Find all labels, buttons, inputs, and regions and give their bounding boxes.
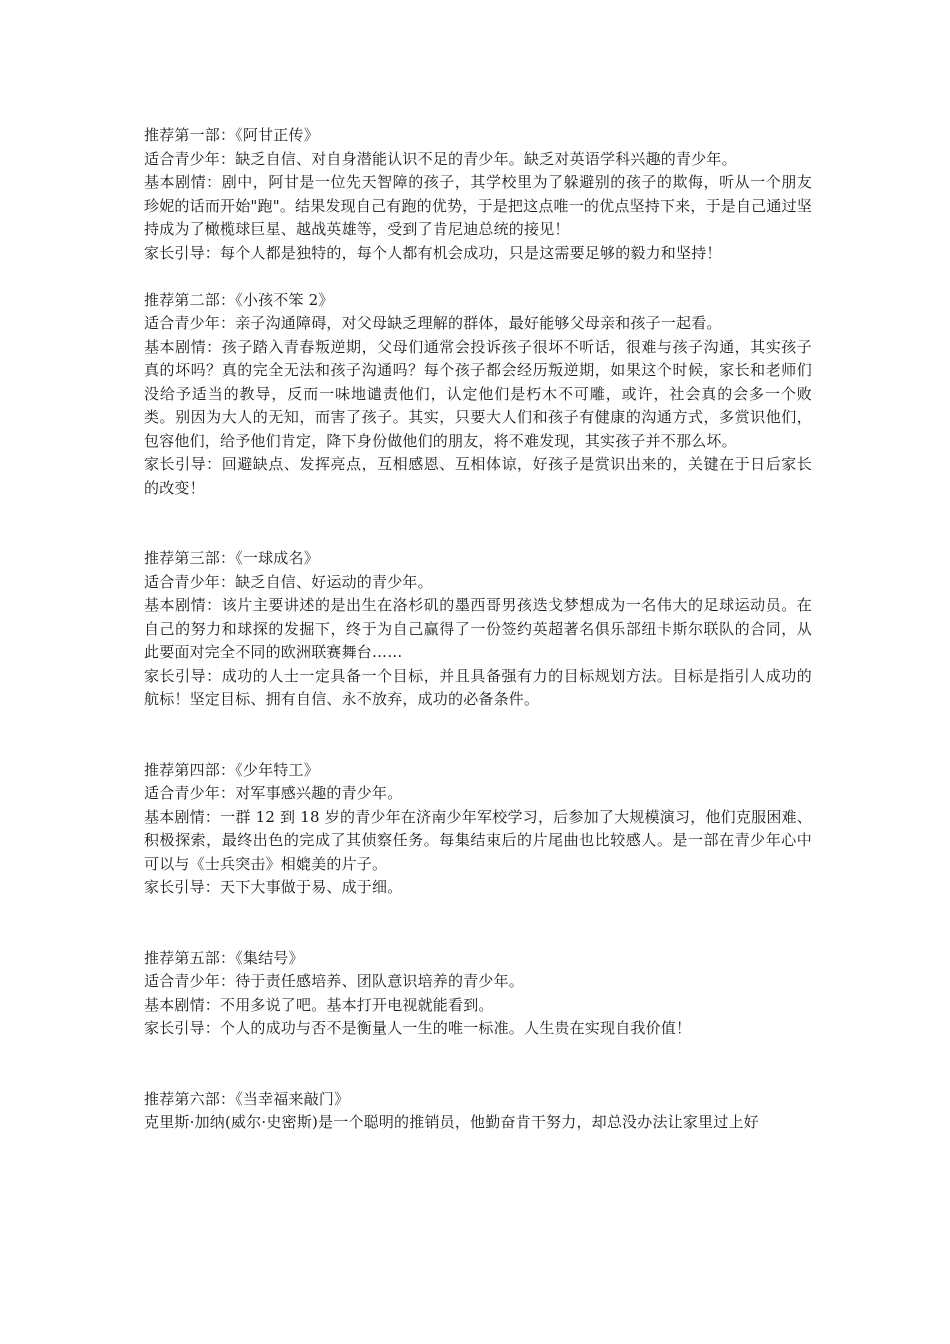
section-2-audience: 适合青少年：亲子沟通障碍，对父母缺乏理解的群体，最好能够父母亲和孩子一起看。 [144,314,722,332]
section-5-guide: 家长引导：个人的成功与否不是衡量人一生的唯一标准。人生贵在实现自我价值！ [144,1019,692,1037]
section-6-intro: 克里斯·加纳(威尔·史密斯)是一个聪明的推销员，他勤奋肯干努力，却总没办法让家里过上好 [144,1113,759,1131]
spacer [144,712,812,759]
section-4-title: 推荐第四部：《少年特工》 [144,760,319,779]
section-1-guide: 家长引导：每个人都是独特的，每个人都有机会成功，只是这需要足够的毅力和坚持！ [144,243,722,262]
section-2-guide: 家长引导：回避缺点、发挥亮点，互相感恩、互相体谅，好孩子是赏识出来的，关键在于日后家长的改变！ [144,455,812,497]
section-1-audience: 适合青少年：缺乏自信、对自身潜能认识不足的青少年。缺乏对英语学科兴趣的青少年。 [144,149,737,168]
section-4-audience: 适合青少年：对军事感兴趣的青少年。 [144,784,403,802]
section-2-plot: 基本剧情：孩子踏入青春叛逆期，父母们通常会投诉孩子很坏不听话，很难与孩子沟通，其实孩子真的坏吗？真的完全无法和孩子沟通吗？每个孩子都会经历叛逆期，如果这个时候，家长和老师们没给予适当的教导，反而一味地谴责他们，认定他们是朽木不可雕，或许，社会真的会多一个败类。别因为大人的无知，而害了孩子。其实，只要大人们和孩子有健康的沟通方式，多赏识他们，包容他们，给予他们肯定，降下身份做他们的朋友，将不难发现，其实孩子并不那么坏。 [144,337,812,450]
spacer [144,1041,812,1088]
section-5-plot: 基本剧情：不用多说了吧。基本打开电视就能看到。 [144,995,494,1014]
section-3-guide: 家长引导：成功的人士一定具备一个目标，并且具备强有力的目标规划方法。目标是指引人成功的航标！坚定目标、拥有自信、永不放弃，成功的必备条件。 [144,666,812,708]
section-1-plot: 基本剧情：剧中，阿甘是一位先天智障的孩子，其学校里为了躲避别的孩子的欺侮，听从一个朋友珍妮的话而开始"跑"。结果发现自己有跑的优势，于是把这点唯一的优点坚持下来，于是自己通过坚持成为了橄榄球巨星、越战英雄等，受到了肯尼迪总统的接见！ [144,173,812,238]
spacer [144,265,812,289]
section-6-title: 推荐第六部：《当幸福来敲门》 [144,1089,350,1108]
section-3-plot: 基本剧情：该片主要讲述的是出生在洛杉矶的墨西哥男孩迭戈梦想成为一名伟大的足球运动员。在自己的努力和球探的发掘下，终于为自己赢得了一份签约英超著名俱乐部纽卡斯尔联队的合同，从此要面对完全不同的欧洲联赛舞台…… [144,596,812,661]
section-3-title: 推荐第三部：《一球成名》 [144,549,319,567]
spacer [144,500,812,547]
document-page [144,124,812,1135]
section-2-title: 推荐第二部：《小孩不笨 2》 [144,290,334,309]
spacer [144,900,812,947]
section-4-guide: 家长引导：天下大事做于易、成于细。 [144,878,403,896]
section-1-title: 推荐第一部：《阿甘正传》 [144,126,319,144]
section-5-audience: 适合青少年：待于责任感培养、团队意识培养的青少年。 [144,972,525,990]
section-5-title: 推荐第五部：《集结号》 [144,948,304,967]
section-4-plot: 基本剧情：一群 12 到 18 岁的青少年在济南少年军校学习，后参加了大规模演习，他们克服困难、积极探索，最终出色的完成了其侦察任务。每集结束后的片尾曲也比较感人。是一部在青少年心中可以与《士兵突击》相媲美的片子。 [144,807,812,873]
section-3-audience: 适合青少年：缺乏自信、好运动的青少年。 [144,572,433,591]
